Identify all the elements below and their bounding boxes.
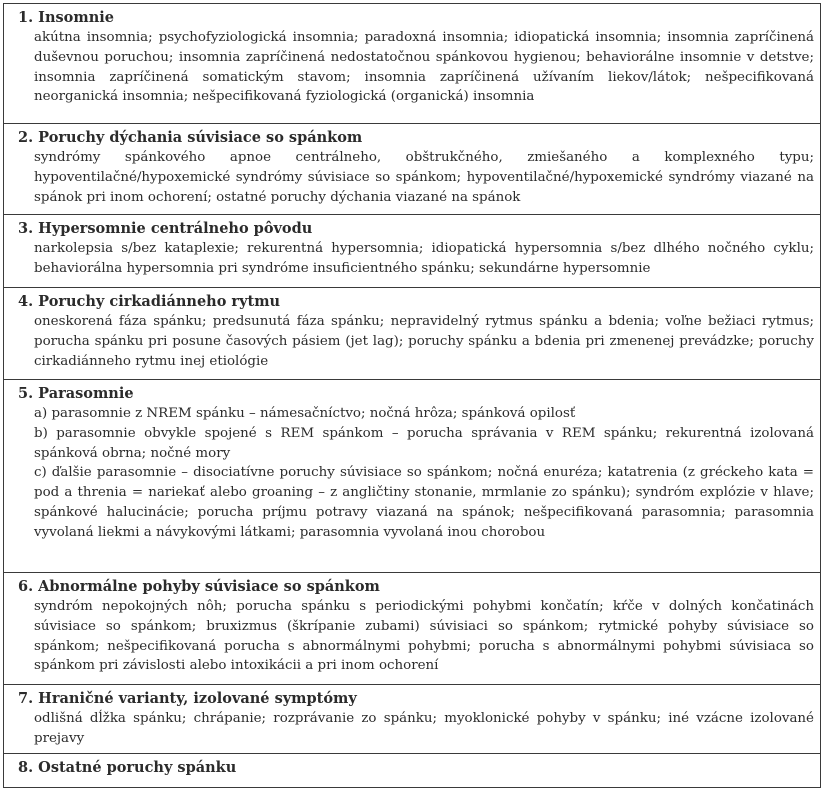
section-heading: 2. Poruchy dýchania súvisiace so spánkom	[18, 129, 363, 146]
section-text: syndrómy spánkového apnoe centrálneho, obštrukčného, zmiešaného a komplexného typu; hypoventilačné/hypoxemické syndrómy súvisiace so spánkom; hypoventilačné/hypoxemické syndrómy viazané na spánok pri inom ochorení; ostatné poruchy dýchania viazané na spánok	[34, 150, 814, 205]
section-hranicne-varianty	[4, 685, 820, 754]
section-body	[16, 597, 814, 676]
section-abnormalne-pohyby	[4, 573, 820, 685]
section-heading: 6. Abnormálne pohyby súvisiace so spánkom	[18, 578, 380, 595]
section-hypersomnie	[4, 215, 820, 288]
section-heading: 1. Insomnie	[18, 9, 114, 26]
section-heading: 5. Parasomnie	[18, 385, 134, 402]
section-heading: 7. Hraničné varianty, izolované symptómy	[18, 690, 357, 707]
section-heading: 3. Hypersomnie centrálneho pôvodu	[18, 220, 313, 237]
section-body	[16, 239, 814, 279]
section-parasomnie	[4, 380, 820, 573]
section-cirkadianne-poruchy	[4, 288, 820, 380]
section-insomnie	[4, 4, 820, 124]
section-heading: 4. Poruchy cirkadiánneho rytmu	[18, 293, 281, 310]
section-body	[16, 28, 814, 107]
section-body	[16, 312, 814, 371]
section-text: odlišná dĺžka spánku; chrápanie; rozprávanie zo spánku; myoklonické pohyby v spánku; iné vzácne izolované prejavy	[34, 711, 814, 746]
section-text: c) ďalšie parasomnie – disociatívne poruchy súvisiace so spánkom; nočná enuréza; katatrenia (z gréckeho kata = pod a threnia = nariekať alebo groaning – z angličtiny stonanie, mrmlanie zo spánku); syndróm explózie v hlave; spánkové halucinácie; porucha príjmu potravy viazaná na spánok; nešpecifikovaná parasomnia; parasomnia vyvolaná liekmi a návykovými látkami; parasomnia vyvolaná inou chorobou	[34, 465, 814, 540]
section-text: oneskorená fáza spánku; predsunutá fáza spánku; nepravidelný rytmus spánku a bdenia; voľne bežiaci rytmus; porucha spánku pri posune časových pásiem (jet lag); poruchy spánku a bdenia pri zmenenej prevádzke; poruchy cirkadiánneho rytmu inej etiológie	[34, 314, 814, 369]
sleep-disorders-classification-table	[3, 3, 821, 788]
section-poruchy-dychania	[4, 124, 820, 215]
section-text: narkolepsia s/bez kataplexie; rekurentná hypersomnia; idiopatická hypersomnia s/bez dlhého nočného cyklu; behaviorálna hypersomnia pri syndróme insuficientného spánku; sekundárne hypersomnie	[34, 241, 814, 276]
section-body	[16, 404, 814, 543]
section-text: syndróm nepokojných nôh; porucha spánku s periodickými pohybmi končatín; kŕče v dolných končatinách súvisiace so spánkom; bruxizmus (škrípanie zubami) súvisiaci so spánkom; rytmické pohyby súvisiace so spánkom; nešpecifikovaná porucha s abnormálnymi pohybmi; porucha s abnormálnymi pohybmi súvisiaca so spánkom pri závislosti alebo intoxikácii a pri inom ochorení	[34, 599, 814, 674]
section-body	[16, 148, 814, 207]
section-ostatne-poruchy	[4, 754, 820, 787]
section-text: b) parasomnie obvykle spojené s REM spánkom – porucha správania v REM spánku; rekurentná izolovaná spánková obrna; nočné mory	[34, 425, 814, 461]
section-heading: 8. Ostatné poruchy spánku	[18, 759, 237, 776]
section-body	[16, 709, 814, 749]
section-text: akútna insomnia; psychofyziologická insomnia; paradoxná insomnia; idiopatická insomnia; insomnia zapríčinená duševnou poruchou; insomnia zapríčinená nedostatočnou spánkovou hygienou; behaviorálne insomnie v detstve; insomnia zapríčinená somatickým stavom; insomnia zapríčinená užívaním liekov/látok; nešpecifikovaná neorganická insomnia; nešpecifikovaná fyziologická (organická) insomnia	[34, 30, 814, 105]
section-text: a) parasomnie z NREM spánku – námesačníctvo; nočná hrôza; spánková opilosť	[34, 406, 576, 421]
